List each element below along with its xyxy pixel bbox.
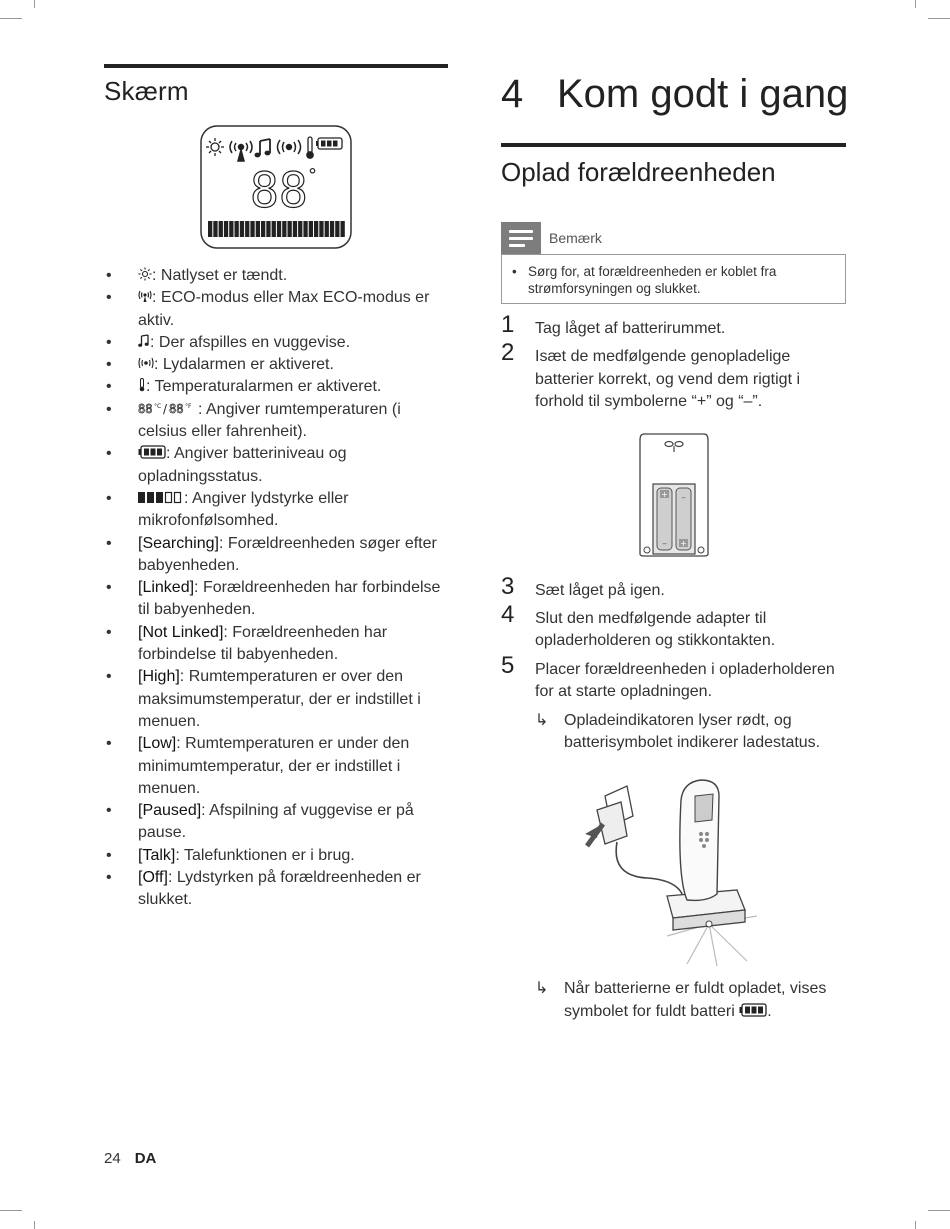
lcd-bar-segment [224,221,228,237]
step-item [501,572,846,602]
lcd-bar-segment [229,221,233,237]
result-text: Når batterierne er fuldt opladet, vises symbolet for fuldt batteri [564,980,827,1020]
left-column [104,64,448,912]
lcd-bar-segment [213,221,217,237]
battery-plus-sign: + [661,489,668,499]
status-keyword: [Searching] [138,534,219,552]
display-symbol-item [104,867,448,912]
lcd-bar-segment [272,221,276,237]
svg-text:/: / [163,401,168,415]
step-text: Tag låget af batterirummet. [535,320,726,337]
display-symbol-item [104,533,448,578]
lcd-bar-segment [277,221,281,237]
step-text: Slut den medfølgende adapter til opladerholderen og stikkontakten. [535,610,776,650]
step-item [501,651,846,704]
step-text: Placer forældreenheden i opladerholderen for at starte opladningen. [535,660,835,701]
battery-minus-sign: – [681,492,686,503]
display-symbol-item [104,399,448,444]
display-symbol-item [104,488,448,533]
lcd-bar-segment [250,221,254,237]
step-number: 5 [501,651,515,679]
battery-plus-sign: + [680,538,687,548]
status-keyword: [Linked] [138,579,195,597]
lcd-bar-segment [245,221,249,237]
steps-list [501,311,846,414]
item-description: : Forældreenheden har forbindelse til babyenheden. [138,579,441,619]
step-text: Isæt de medfølgende genopladelige batterier korrekt, og vend dem rigtigt i forhold til symbolerne “+” og “–”. [535,348,801,411]
section-rule [501,143,846,147]
item-description: : Rumtemperaturen er over den maksimumstemperatur, der er indstillet i menuen. [138,668,421,730]
note-box [501,222,846,304]
status-keyword: [Paused] [138,802,202,820]
lcd-bar-segment [298,221,302,237]
display-symbol-item [104,376,448,398]
lcd-bar-segment [309,221,313,237]
item-description: : ECO-modus eller Max ECO-modus er aktiv. [138,289,430,329]
step-number: 3 [501,572,515,600]
section-rule [104,64,448,68]
lcd-bar-segment [314,221,318,237]
display-symbol-item [104,354,448,376]
lcd-bar-segment [256,221,260,237]
crop-mark [0,18,22,19]
page-number: 24 [104,1150,121,1167]
item-description: : Forældreenheden har forbindelse til babyenheden. [138,623,388,664]
language-code: DA [134,1150,157,1167]
volume-bars-icon [138,490,184,507]
lcd-bar-segment [208,221,212,237]
result-arrow-icon: ↳ [535,711,549,729]
right-column [501,64,849,1023]
section-title: Skærm [104,76,189,106]
item-description: : Angiver rumtemperaturen (i celsius eller fahrenheit). [138,400,401,441]
display-symbol-item [104,577,448,622]
lcd-digits: 88 [250,163,308,219]
svg-text:°C: °C [154,402,162,410]
lcd-degree: ° [308,165,317,186]
display-symbol-item [104,666,448,733]
lcd-bar-segment [319,221,323,237]
lcd-display-illustration [200,125,352,249]
lcd-bar-segment [330,221,334,237]
lcd-bar-segment [303,221,307,237]
sound-alarm-icon [138,356,154,373]
result-arrow-icon: ↳ [535,980,549,998]
item-description: : Der afspilles en vuggevise. [150,333,351,351]
lcd-bar-segment [240,221,244,237]
display-symbol-item [104,622,448,667]
crop-mark [34,0,35,8]
display-symbol-item [104,287,448,332]
crop-mark [34,1221,35,1229]
step-result [535,710,846,755]
item-description: : Talefunktionen er i brug. [175,846,355,864]
note-label: Bemærk [549,230,602,246]
steps-list [501,572,846,704]
result-text-end: . [767,1002,772,1020]
lcd-bar-segment [325,221,329,237]
chapter-number: 4 [501,72,524,116]
item-description: : Rumtemperaturen er under den minimumtemperatur, der er indstillet i menuen. [138,735,410,797]
svg-text:°F: °F [185,402,192,410]
lcd-bar-segment [288,221,292,237]
item-description: : Afspilning af vuggevise er på pause. [138,802,414,842]
item-description: : Natlyset er tændt. [152,267,288,284]
music-note-icon [138,334,150,351]
display-symbol-item [104,265,448,287]
step-item [501,601,846,653]
thermometer-icon [138,378,146,395]
display-symbol-item [104,733,448,800]
display-symbol-item [104,800,448,845]
status-keyword: [Talk] [138,846,176,864]
eco-antenna-icon [138,289,152,306]
lcd-bar-segment [219,221,223,237]
step-number: 2 [501,339,515,367]
chapter-title: Kom godt i gang [557,72,849,116]
lcd-bar-segment [335,221,339,237]
item-description: : Lydalarmen er aktiveret. [154,356,334,374]
lcd-bar-segment [282,221,286,237]
chapter-heading [501,72,849,117]
item-description: : Lydstyrken på forældreenheden er slukket. [138,869,421,909]
lcd-bar-segment [266,221,270,237]
crop-mark [915,1221,916,1229]
step-number: 4 [501,601,515,629]
result-text: Opladeindikatoren lyser rødt, og batterisymbolet indikerer ladestatus. [564,711,821,752]
status-keyword: [Not Linked] [138,623,224,641]
crop-mark [0,1210,22,1211]
charging-illustration [577,776,767,966]
battery-minus-sign: – [662,538,667,549]
display-symbol-item [104,845,448,867]
note-icon [501,222,541,254]
step-number: 1 [501,311,515,338]
lcd-bar-segment [293,221,297,237]
display-symbol-item [104,443,448,488]
status-keyword: [High] [138,668,180,686]
lcd-bar-segment [235,221,239,237]
status-keyword: [Low] [138,735,177,753]
item-description: : Temperaturalarmen er aktiveret. [146,378,382,396]
item-description: : Forældreenheden søger efter babyenheden. [138,534,437,574]
battery-compartment-illustration [638,432,710,558]
full-battery-icon [739,1003,767,1017]
status-keyword: [Off] [138,869,168,887]
crop-mark [928,1210,950,1211]
svg-text:88: 88 [169,401,184,415]
temperature-readout-icon [138,401,198,418]
battery-icon [138,445,166,462]
crop-mark [928,18,950,19]
sun-icon [138,267,152,284]
item-description: : Angiver lydstyrke eller mikrofonfølsomhed. [138,489,349,530]
display-symbol-item [104,332,448,354]
item-description: : Angiver batteriniveau og opladningsstatus. [138,445,347,485]
display-symbol-list [104,265,448,912]
step-text: Sæt låget på igen. [535,581,665,599]
lcd-bar-segment [341,221,345,237]
step-result [535,978,846,1023]
page-footer [104,1150,156,1167]
lcd-bar-segment [261,221,265,237]
svg-text:88: • 88 [138,401,153,415]
section-title: Oplad forældreenheden [501,157,776,187]
step-item [501,311,846,340]
step-item [501,339,846,413]
note-text: • Sørg for, at forældreenheden er koblet fra strømforsyningen og slukket. [501,254,846,304]
crop-mark [915,0,916,8]
